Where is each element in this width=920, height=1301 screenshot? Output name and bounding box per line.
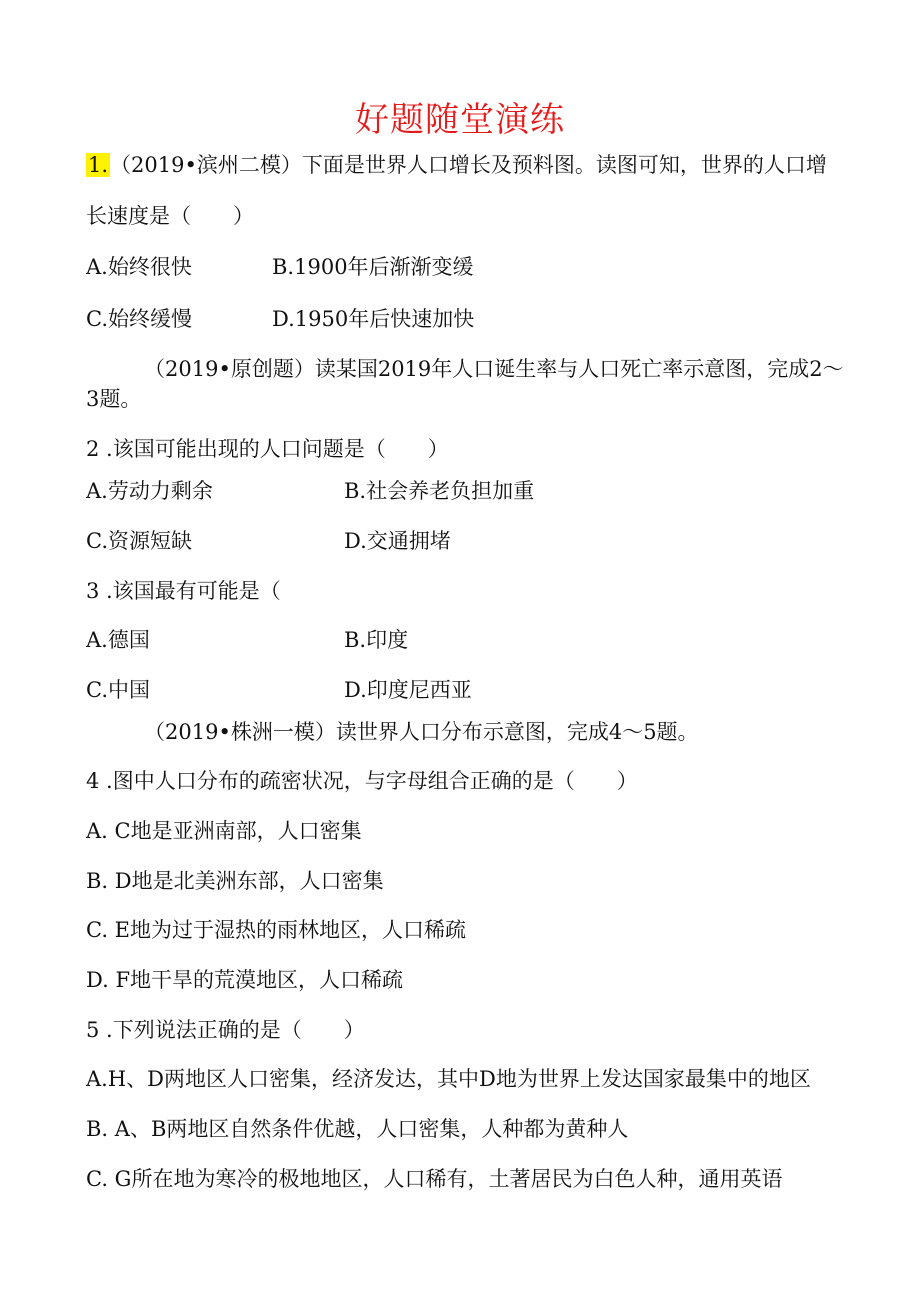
q2-option-d: D.交通拥堵: [344, 529, 451, 553]
intro-4-5-line1: （2019•株洲一模）读世界人口分布示意图，完成4～5题。: [144, 720, 699, 744]
q4-option-a: A. C地是亚洲南部，人口密集: [86, 819, 362, 843]
q1-number: 1.: [88, 153, 109, 177]
q4-option-b: B. D地是北美洲东部，人口密集: [86, 869, 384, 893]
q5-option-c: C. G所在地为寒冷的极地地区，人口稀有，土著居民为白色人种，通用英语: [86, 1167, 783, 1191]
q2-stem: 2 .该国可能出现的人口问题是（ ）: [86, 437, 449, 461]
q2-option-b: B.社会养老负担加重: [344, 479, 535, 503]
q3-option-a: A.德国: [86, 628, 150, 652]
q2-option-a: A.劳动力剩余: [86, 479, 213, 503]
q1-stem-line1: [86, 150, 827, 180]
q3-option-d: D.印度尼西亚: [344, 678, 472, 702]
q1-option-b: B.1900年后渐渐变缓: [272, 255, 474, 279]
page-title: 好题随堂演练: [355, 100, 565, 140]
q2-option-c: C.资源短缺: [86, 529, 192, 553]
intro-2-3-line2: 3题。: [86, 387, 142, 411]
q3-option-c: C.中国: [86, 678, 150, 702]
q5-option-a: A.H、D两地区人口密集，经济发达，其中D地为世界上发达国家最集中的地区: [86, 1067, 811, 1091]
q1-stem-line2: 长速度是（ ）: [86, 204, 254, 228]
q5-option-b: B. A、B两地区自然条件优越，人口密集，人种都为黄种人: [86, 1117, 629, 1141]
q3-option-b: B.印度: [344, 628, 409, 652]
q1-option-c: C.始终缓慢: [86, 307, 192, 331]
q4-stem: 4 .图中人口分布的疏密状况，与字母组合正确的是（ ）: [86, 769, 638, 793]
q3-stem: 3 .该国最有可能是（: [86, 579, 281, 603]
q5-stem: 5 .下列说法正确的是（ ）: [86, 1018, 365, 1042]
q1-option-d: D.1950年后快速加快: [272, 307, 475, 331]
q1-stem-text: （2019•滨州二模）下面是世界人口增长及预料图。读图可知，世界的人口增: [110, 153, 827, 177]
intro-2-3-line1: （2019•原创题）读某国2019年人口诞生率与人口死亡率示意图，完成2～: [144, 357, 844, 381]
q4-option-c: C. E地为过于湿热的雨林地区，人口稀疏: [86, 918, 466, 942]
q4-option-d: D. F地干旱的荒漠地区，人口稀疏: [86, 968, 404, 992]
q1-option-a: A.始终很快: [86, 255, 192, 279]
